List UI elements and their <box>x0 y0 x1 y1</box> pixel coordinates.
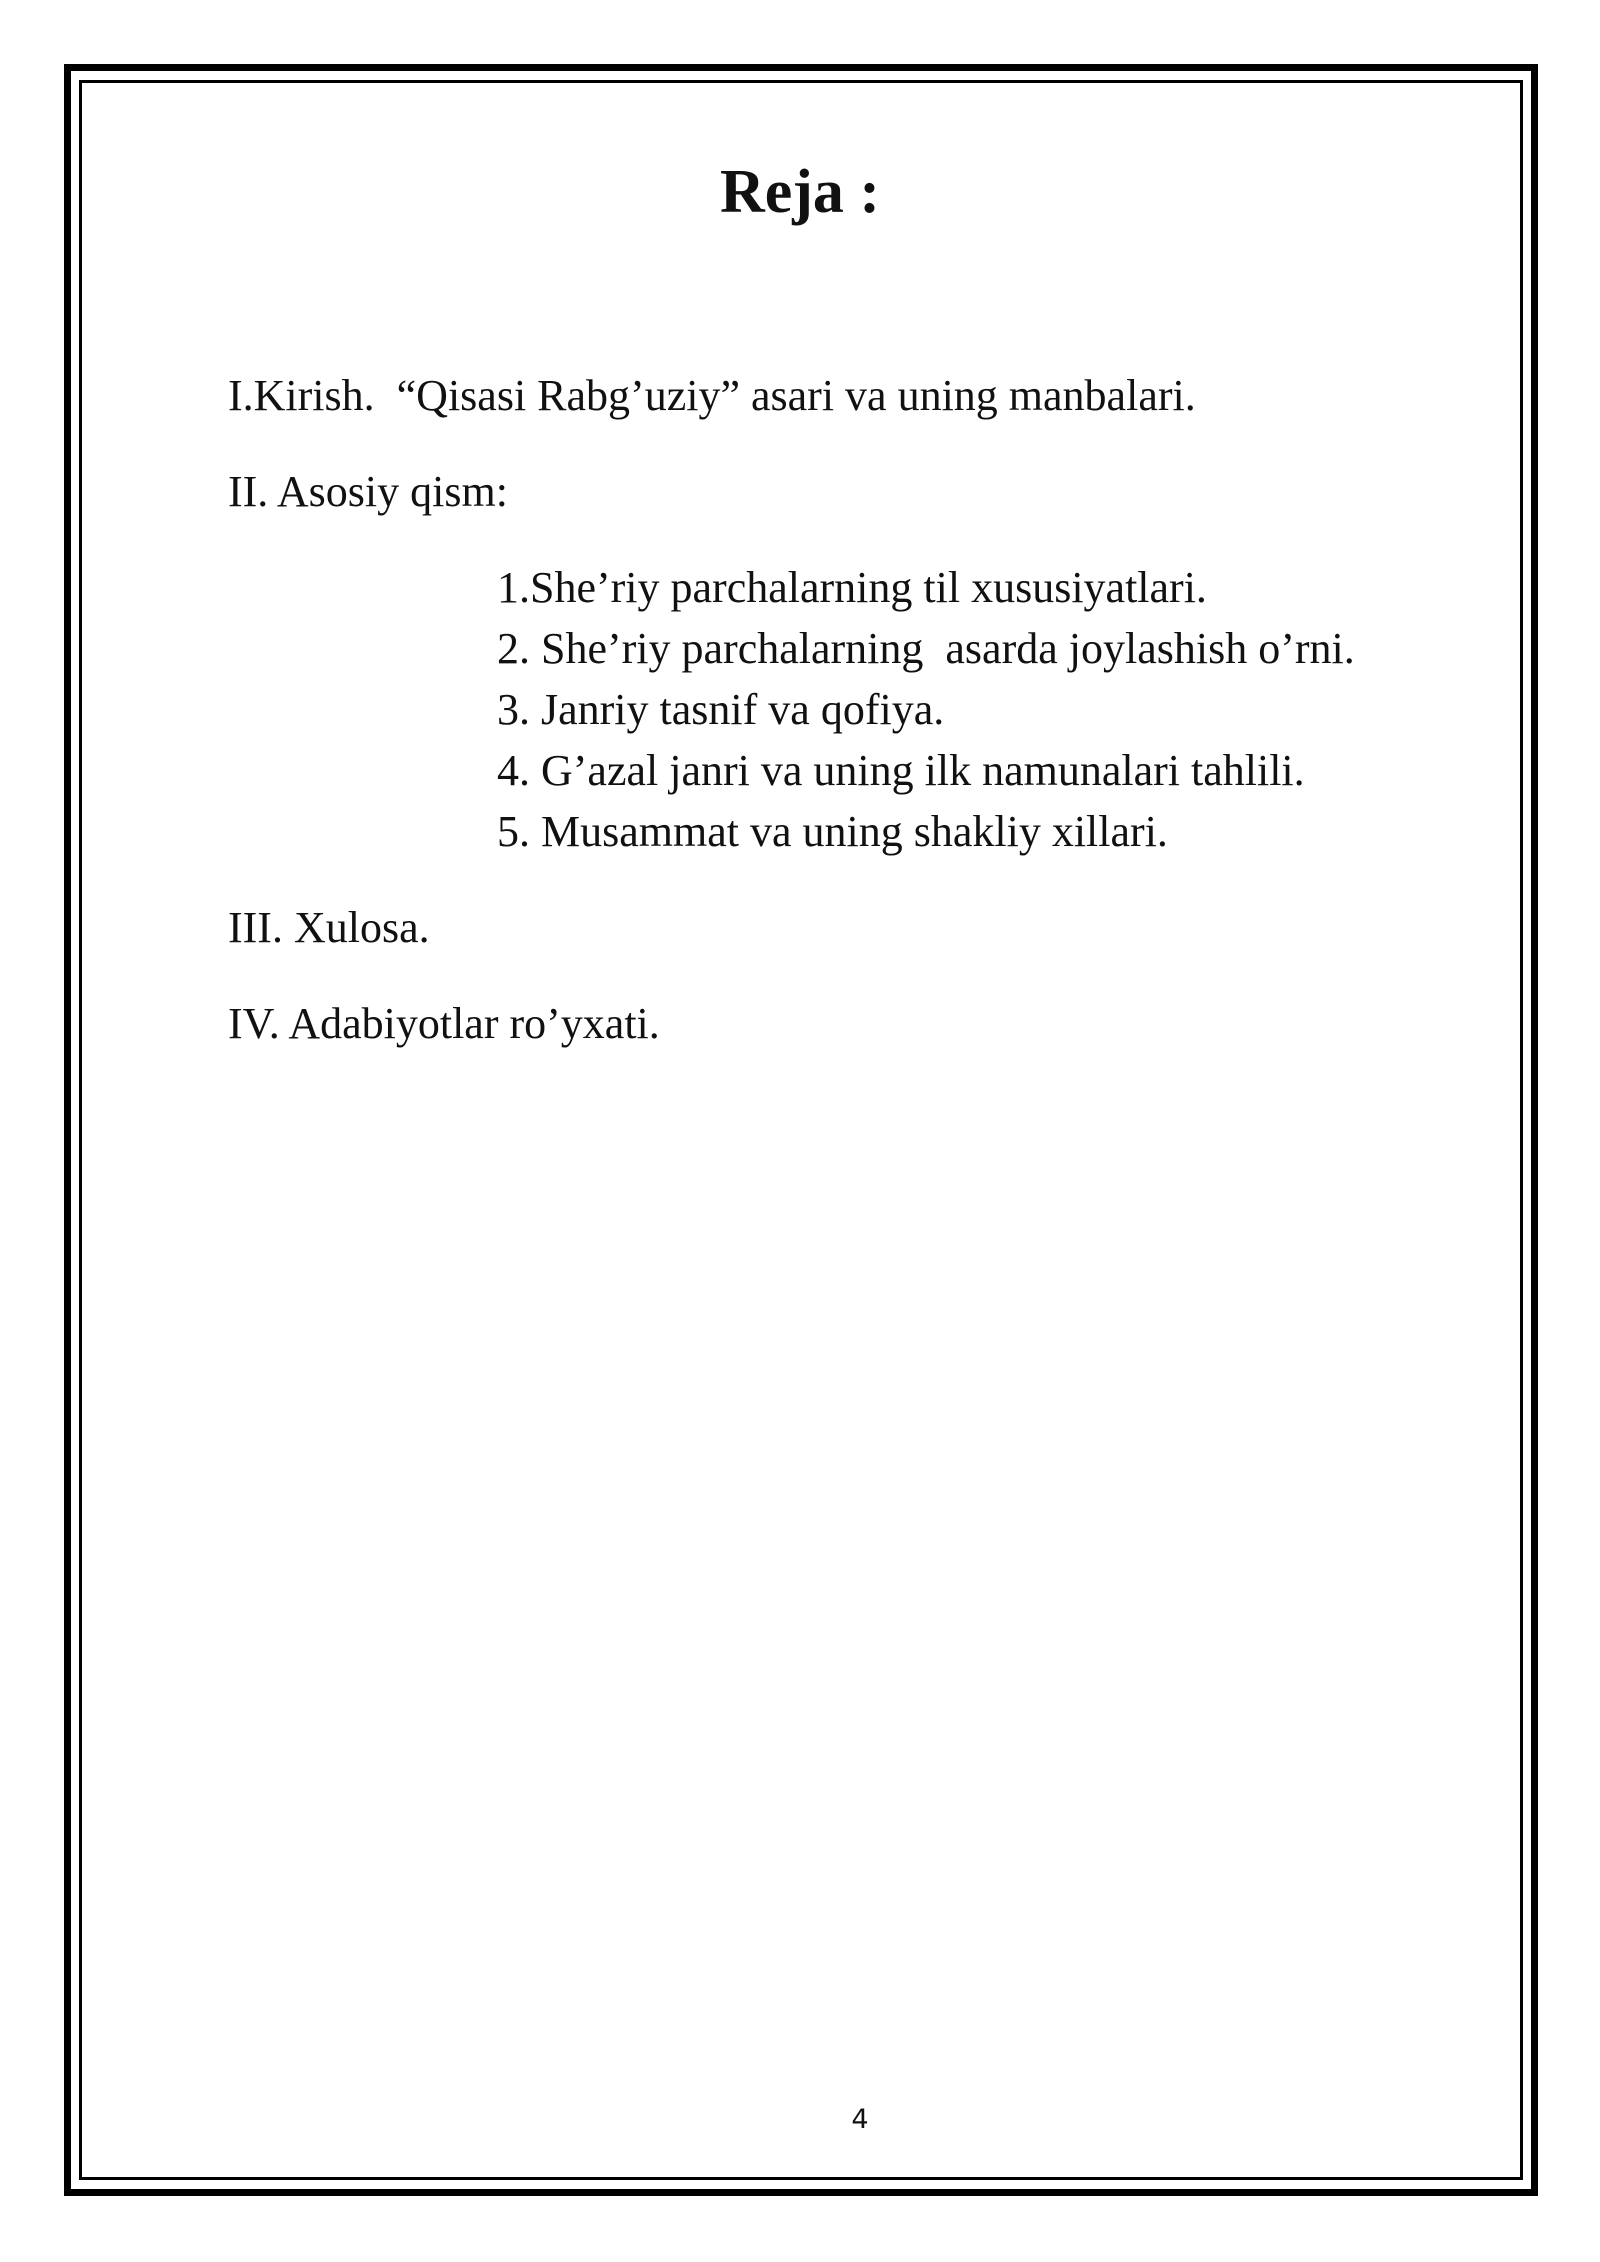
outline-item-conclusion: III. Xulosa. <box>228 903 430 952</box>
page-title: Reja : <box>719 158 881 226</box>
page-number: 4 <box>851 2104 869 2135</box>
outline-subitem: 5. Musammat va uning shakliy xillari. <box>497 807 1168 856</box>
outline-item-intro: I.Kirish. “Qisasi Rabg’uziy” asari va uning manbalari. <box>228 371 1196 420</box>
outline-item-references: IV. Adabiyotlar ro’yxati. <box>228 999 660 1048</box>
outline-subitem: 2. She’riy parchalarning asarda joylashish o’rni. <box>497 624 1355 673</box>
outline-subitem: 1.She’riy parchalarning til xususiyatlari. <box>497 563 1207 612</box>
outline-item-main-part: II. Asosiy qism: <box>228 467 508 516</box>
outline-subitem: 4. G’azal janri va uning ilk namunalari tahlili. <box>497 746 1305 795</box>
outline-subitem: 3. Janriy tasnif va qofiya. <box>497 685 945 734</box>
